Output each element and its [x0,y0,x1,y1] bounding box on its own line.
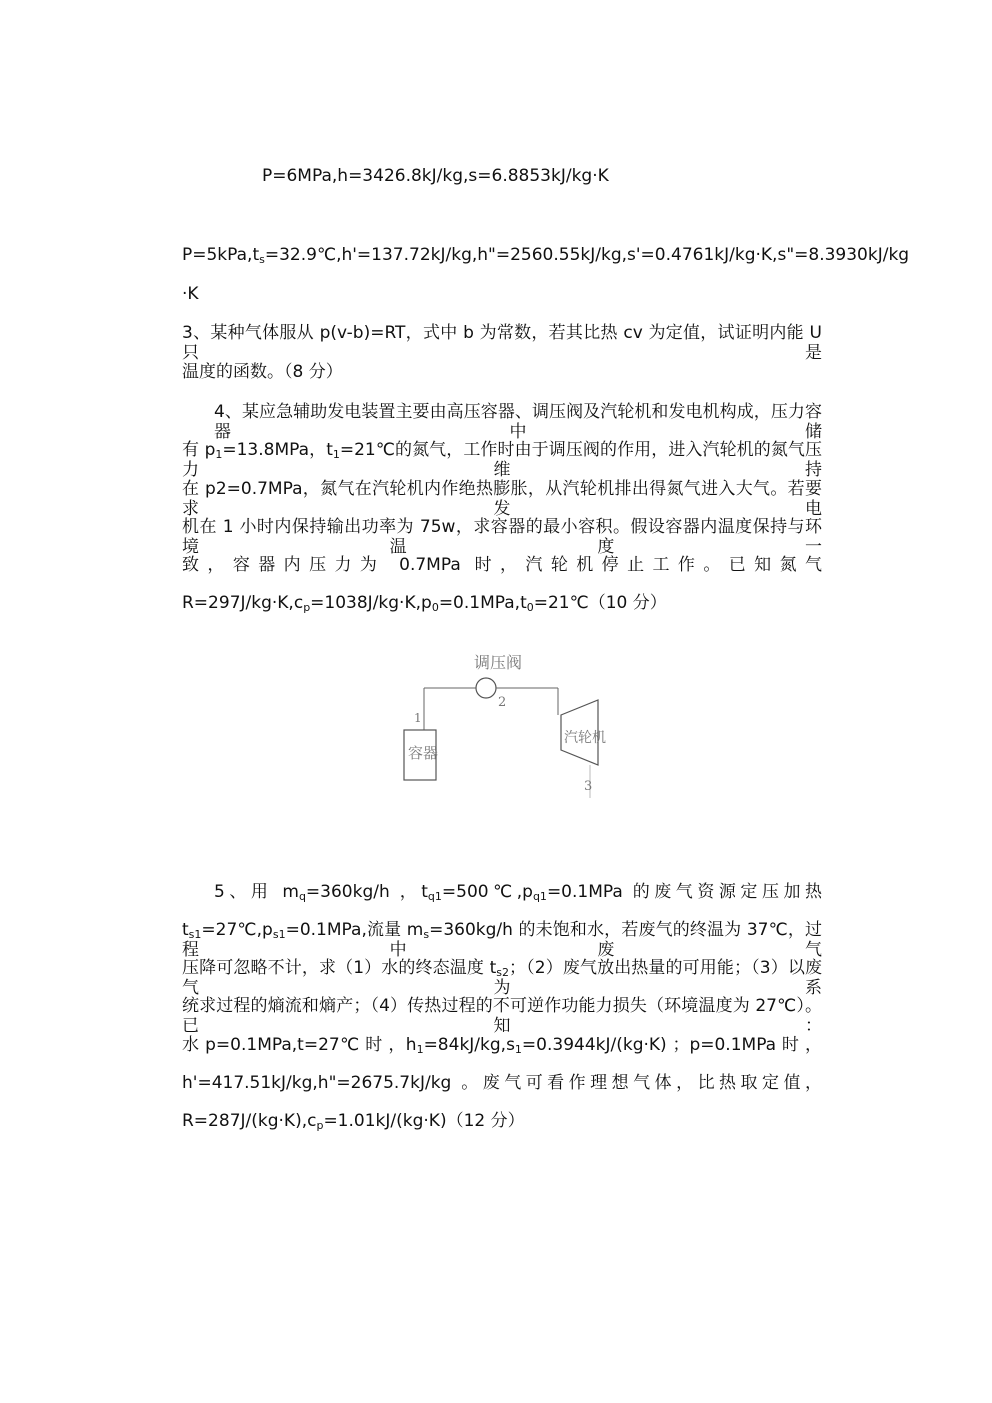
question-5-line-7 [182,1111,525,1131]
text-run: =13.8MPa，t [222,440,333,460]
system-diagram [388,640,618,805]
text-run: ；（2）废气放出热量的可用能；（3）以废气为系 [182,958,822,998]
text-run: =0.1MPa,t [438,593,527,613]
given-line-2 [182,245,909,265]
subscript: 1 [332,448,340,461]
question-4-line-5: 致，容器内压力为 0.7MPa 时，汽轮机停止工作。已知氮气 [182,555,822,575]
question-3-line-1: 3、某种气体服从 p(v-b)=RT，式中 b 为常数，若其比热 cv 为定值，试证明内能 U 只是 [182,323,822,363]
text-run: =0.1MPa,流量 m [285,920,424,940]
point-2-label: 2 [498,695,507,710]
subscript: 0 [431,601,439,614]
text-run: =32.9℃,h'=137.72kJ/kg,h"=2560.55kJ/kg,s'=0.4761kJ/kg·K,s"=8.3930kJ/kg [264,245,910,265]
subscript: s [423,928,430,941]
given-line-2-cont: ·K [182,284,199,304]
question-4-line-1: 4、某应急辅助发电装置主要由高压容器、调压阀及汽轮机和发电机构成，压力容器中储 [214,402,822,442]
question-4-line-2 [182,440,822,480]
valve-icon [476,678,496,698]
question-5-line-2 [182,920,822,960]
text-run: =1.01kJ/(kg·K)（12 分） [323,1111,525,1131]
subscript: q1 [532,890,547,903]
question-4-line-4: 机在 1 小时内保持输出功率为 75w，求容器的最小容积。假设容器内温度保持与环境温度一 [182,517,822,557]
point-1-label: 1 [414,711,422,725]
text-run: P=5kPa,t [182,245,260,265]
subscript: s1 [272,928,286,941]
text-run: =500℃,p [441,882,533,902]
subscript: s [259,253,265,266]
text-run: =27℃,p [201,920,273,940]
given-line-1: P=6MPa,h=3426.8kJ/kg,s=6.8853kJ/kg·K [262,166,609,186]
valve-label: 调压阀 [474,653,523,672]
subscript: q1 [427,890,442,903]
text-run: =1038J/kg·K,p [310,593,432,613]
subscript: q [298,890,306,903]
text-run: 压降可忽略不计，求（1）水的终态温度 t [182,958,497,978]
question-4-line-3: 在 p2=0.7MPa，氮气在汽轮机内作绝热膨胀，从汽轮机排出得氮气进入大气。若要求发电 [182,479,822,519]
text-run: =0.1MPa 的废气资源定压加热 [546,882,823,902]
subscript: 0 [526,601,534,614]
text-run: =84kJ/kg,s [423,1035,515,1055]
text-run: =0.3944kJ/(kg·K) ；p=0.1MPa 时 ， [521,1035,822,1055]
text-run: R=297J/kg·K,c [182,593,304,613]
subscript: 1 [416,1043,424,1056]
question-5-line-3 [182,958,822,998]
subscript: s1 [188,928,202,941]
text-run: =21℃（10 分） [533,593,667,613]
text-run: 水 p=0.1MPa,t=27℃ 时 ，h [182,1035,417,1055]
container-label: 容器 [408,744,439,762]
text-run: t [182,920,189,940]
subscript: p [303,601,311,614]
subscript: p [316,1119,324,1132]
question-5-line-1 [214,882,822,902]
question-5-line-6: h'=417.51kJ/kg,h"=2675.7kJ/kg 。废气可看作理想气体，比热取定值， [182,1073,822,1093]
text-run: =360kg/h ，t [305,882,428,902]
subscript: 1 [215,448,223,461]
point-3-label: 3 [584,779,593,794]
turbine-label: 汽轮机 [564,730,606,746]
question-5-line-4: 统求过程的熵流和熵产；（4）传热过程的不可逆作功能力损失（环境温度为 27℃）。已知： [182,996,822,1036]
question-3-line-2: 温度的函数。（8 分） [182,362,343,382]
text-run: =21℃的氮气，工作时由于调压阀的作用，进入汽轮机的氮气压力维持 [182,440,822,480]
text-run: 5、用 m [214,882,299,902]
text-run: R=287J/(kg·K),c [182,1111,317,1131]
text-run: =360kg/h 的未饱和水，若废气的终温为 37℃，过程中废气 [182,920,822,960]
text-run: 有 p [182,440,216,460]
question-5-line-5 [182,1035,822,1055]
question-4-line-6 [182,593,667,613]
subscript: 1 [514,1043,522,1056]
subscript: s2 [496,966,509,979]
